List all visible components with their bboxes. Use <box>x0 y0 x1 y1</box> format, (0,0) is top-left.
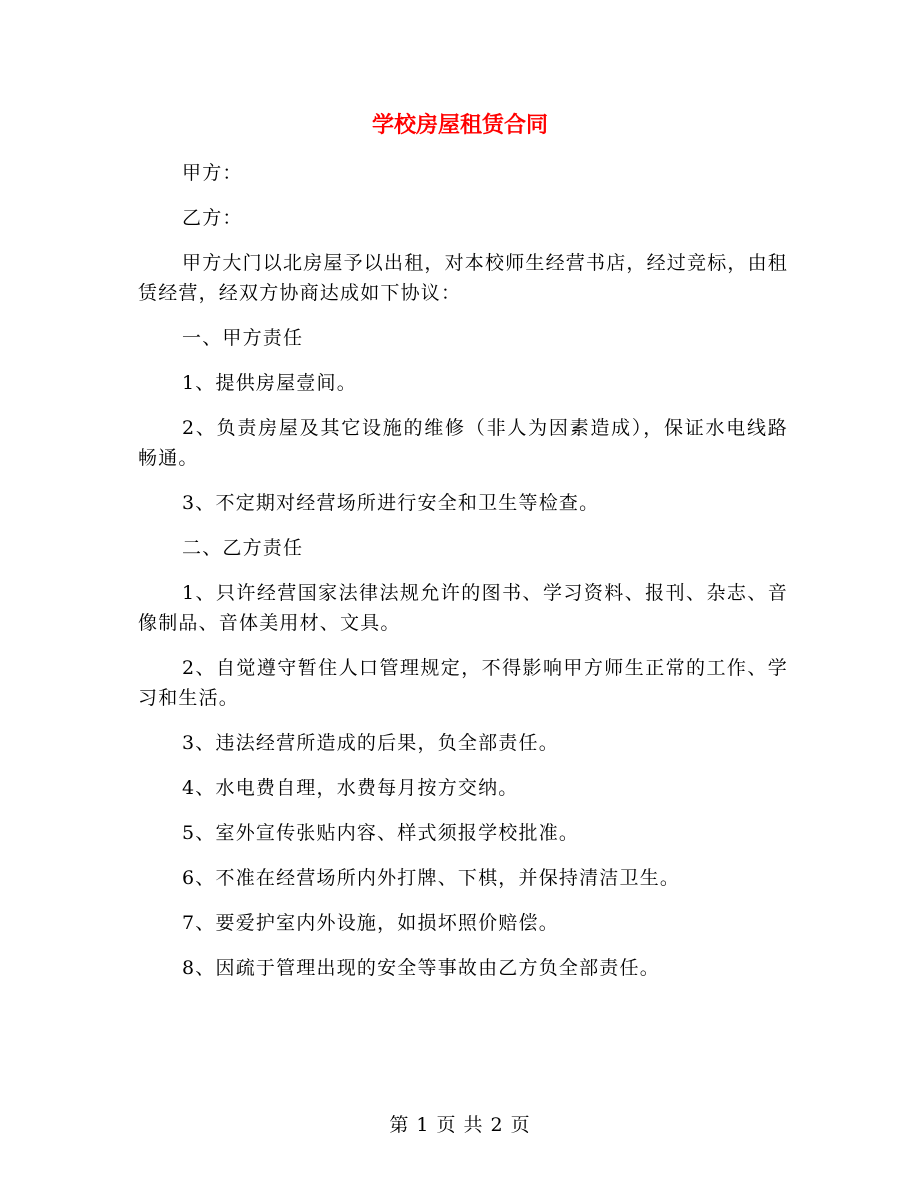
party-a-line: 甲方： <box>182 162 243 184</box>
clause-a-1: 1、提供房屋壹间。 <box>182 372 357 394</box>
clause-b-6: 6、不准在经营场所内外打牌、下棋，并保持清洁卫生。 <box>182 867 681 889</box>
party-b-line: 乙方： <box>182 207 243 229</box>
clause-b-7: 7、要爱护室内外设施，如损坏照价赔偿。 <box>182 912 559 934</box>
document-body <box>138 158 788 998</box>
clause-b-8: 8、因疏于管理出现的安全等事故由乙方负全部责任。 <box>182 957 660 979</box>
clause-b-2: 2、自觉遵守暂住人口管理规定，不得影响甲方师生正常的工作、学习和生活。 <box>138 657 788 709</box>
clause-a-3: 3、不定期对经营场所进行安全和卫生等检查。 <box>182 492 600 514</box>
clause-b-3: 3、违法经营所造成的后果，负全部责任。 <box>182 732 559 754</box>
page-number-footer: 第 1 页 共 2 页 <box>389 1114 531 1136</box>
clause-b-5: 5、室外宣传张贴内容、样式须报学校批准。 <box>182 822 580 844</box>
clause-b-4: 4、水电费自理，水费每月按方交纳。 <box>182 777 519 799</box>
intro-paragraph: 甲方大门以北房屋予以出租，对本校师生经营书店，经过竞标，由租赁经营，经双方协商达成如下协议： <box>138 252 789 304</box>
section-heading-party-b: 二、乙方责任 <box>182 537 304 559</box>
clause-b-1: 1、只许经营国家法律法规允许的图书、学习资料、报刊、杂志、音像制品、音体美用材、文具。 <box>138 582 788 634</box>
section-heading-party-a: 一、甲方责任 <box>182 327 304 349</box>
clause-a-2: 2、负责房屋及其它设施的维修（非人为因素造成），保证水电线路畅通。 <box>138 417 788 469</box>
document-title: 学校房屋租赁合同 <box>371 112 548 138</box>
